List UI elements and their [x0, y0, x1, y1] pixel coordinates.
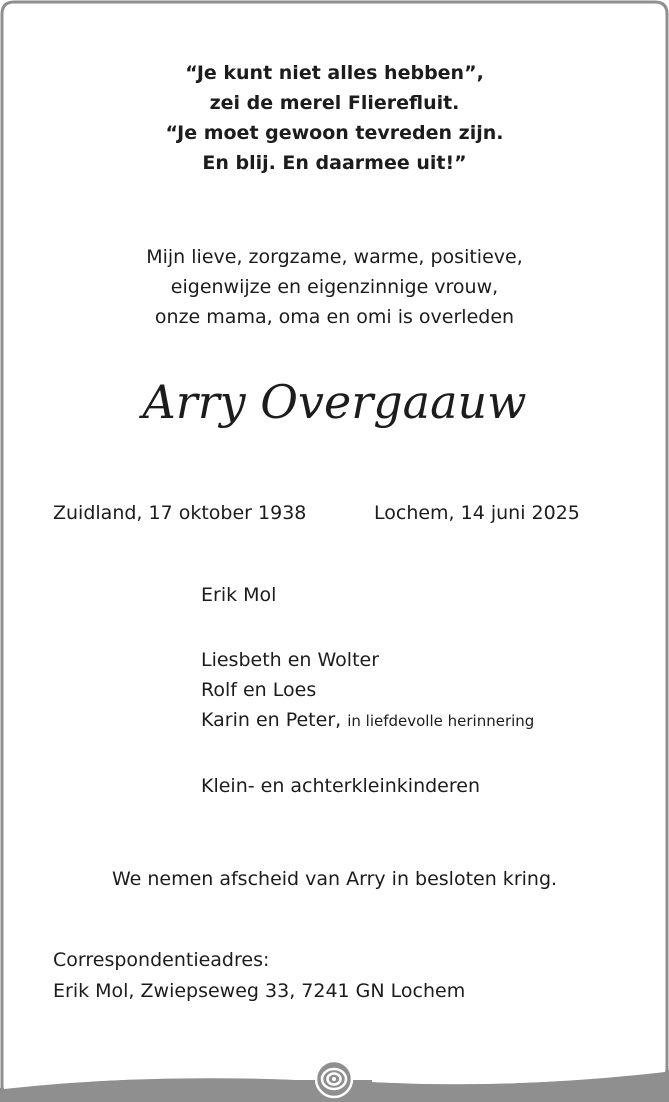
quote-line: zei de merel Flierefluit.: [209, 92, 460, 114]
farewell-text: We nemen afscheid van Arry in besloten kring.: [111, 868, 558, 890]
quote-line: En blij. En daarmee uit!”: [202, 152, 467, 174]
deceased-name: Arry Overgaauw: [142, 375, 527, 429]
family-member-with-note: [201, 705, 534, 736]
quote-line: “Je moet gewoon tevreden zijn.: [165, 122, 504, 144]
announcement-intro: [0, 242, 669, 332]
address-line: Erik Mol, Zwiepseweg 33, 7241 GN Lochem: [53, 980, 466, 1002]
bottom-wave-left: [0, 1078, 300, 1102]
intro-line: Mijn lieve, zorgzame, warme, positieve,: [146, 246, 523, 268]
grandchildren: Klein- en achterkleinkinderen: [201, 775, 480, 797]
birth-date: Zuidland, 17 oktober 1938: [53, 502, 307, 524]
spiral-rose-icon: [316, 1061, 352, 1097]
quote: [0, 58, 669, 178]
intro-line: eigenwijze en eigenzinnige vrouw,: [170, 276, 499, 298]
family-member: Liesbeth en Wolter: [201, 649, 380, 671]
family-member: Karin en Peter,: [201, 709, 342, 731]
intro-line: onze mama, oma en omi is overleden: [154, 306, 515, 328]
address-label: Correspondentieadres:: [53, 949, 270, 971]
family-member: Rolf en Loes: [201, 679, 317, 701]
remembrance-note: in liefdevolle herinnering: [347, 712, 535, 730]
correspondence-address: [53, 945, 465, 1007]
family-list: [201, 580, 534, 801]
spouse-name: Erik Mol: [201, 584, 277, 606]
death-date: Lochem, 14 juni 2025: [374, 502, 580, 524]
quote-line: “Je kunt niet alles hebben”,: [185, 62, 484, 84]
